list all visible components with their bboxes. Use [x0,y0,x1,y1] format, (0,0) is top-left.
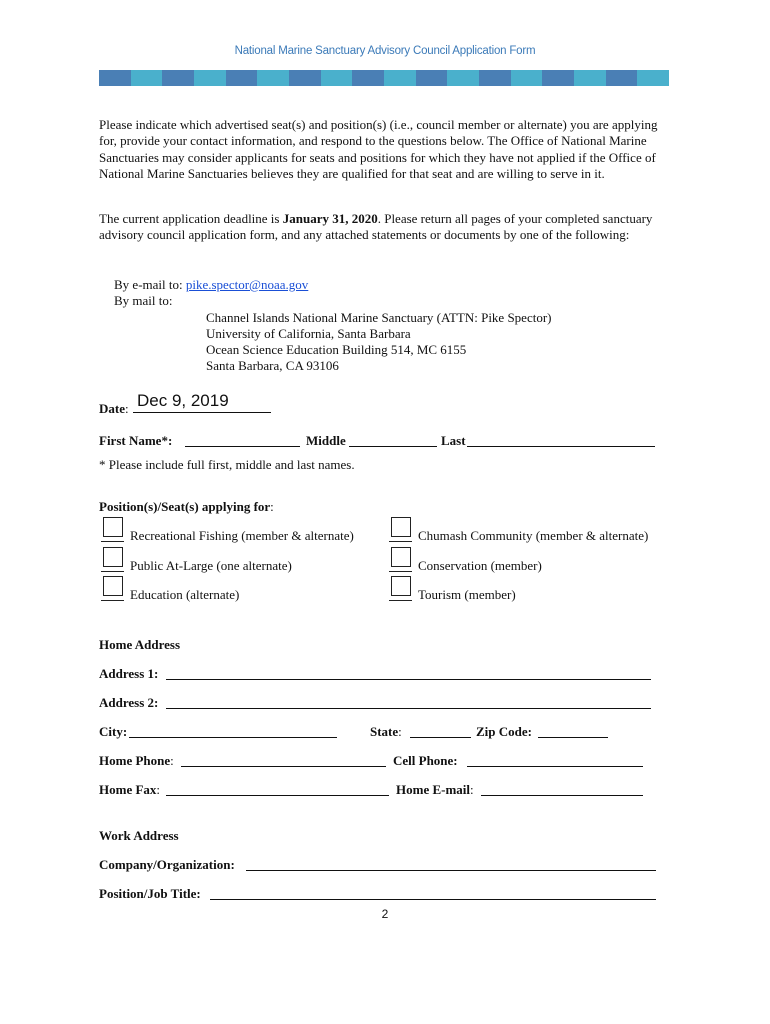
first-name-field[interactable] [185,434,300,447]
stripe-segment [574,70,606,86]
checkbox-underline [389,600,412,601]
option-education: Education (alternate) [130,587,240,602]
header-stripe [99,70,669,86]
checkbox-conservation[interactable] [391,547,411,567]
name-note: * Please include full first, middle and last names. [99,457,355,472]
stripe-segment [321,70,353,86]
option-recreational-fishing: Recreational Fishing (member & alternate) [130,528,354,543]
address2-field[interactable] [166,696,651,709]
state-field[interactable] [410,725,471,738]
cell-phone-label: Cell Phone: [393,753,458,768]
stripe-segment [352,70,384,86]
mail-label: By mail to: [114,293,173,308]
mail-address-line-2: University of California, Santa Barbara [206,326,411,341]
stripe-segment [416,70,448,86]
city-field[interactable] [129,725,337,738]
home-fax-label: Home Fax: [99,782,161,797]
stripe-segment [384,70,416,86]
home-fax-field[interactable] [166,783,389,796]
city-label: City: [99,724,128,739]
home-phone-field[interactable] [181,754,386,767]
option-conservation: Conservation (member) [418,558,542,573]
stripe-segment [226,70,258,86]
mail-address-line-1: Channel Islands National Marine Sanctuary (ATTN: Pike Spector) [206,310,552,325]
intro-paragraph: Please indicate which advertised seat(s) and position(s) (i.e., council member or alternate) you are applying for, provide your contact information, and respond to the questions below. The Office of National Marine Sanctuaries may consider applicants for seats and positions for which they have not applied if the Office of National Marine Sanctuaries believes they are qualified for that seat and are willing to serve in it. [99,117,658,181]
checkbox-chumash-community[interactable] [391,517,411,537]
stripe-segment [131,70,163,86]
stripe-segment [162,70,194,86]
option-tourism: Tourism (member) [418,587,516,602]
stripe-segment [637,70,669,86]
stripe-segment [479,70,511,86]
job-title-field[interactable] [210,887,656,900]
email-link[interactable]: pike.spector@noaa.gov [185,277,309,292]
home-address-heading: Home Address [99,637,181,652]
option-chumash-community: Chumash Community (member & alternate) [418,528,649,543]
form-title: National Marine Sanctuary Advisory Council Application Form [234,45,536,57]
email-line: By e-mail to: pike.spector@noaa.gov [114,277,309,292]
address1-field[interactable] [166,667,651,680]
stripe-segment [289,70,321,86]
home-email-label: Home E-mail: [396,782,474,797]
stripe-segment [511,70,543,86]
deadline-paragraph: The current application deadline is January 31, 2020. Please return all pages of your completed sanctuary advisory council application form, and any attached statements or documents by one of the following: [99,211,653,243]
stripe-segment [194,70,226,86]
stripe-segment [447,70,479,86]
checkbox-underline [101,600,124,601]
address1-label: Address 1: [99,666,159,681]
middle-name-label: Middle [306,433,346,448]
checkbox-underline [389,571,412,572]
checkbox-public-at-large[interactable] [103,547,123,567]
last-name-field[interactable] [467,434,655,447]
zip-field[interactable] [538,725,608,738]
stripe-segment [257,70,289,86]
address2-label: Address 2: [99,695,159,710]
checkbox-underline [101,571,124,572]
page-number: 2 [381,907,389,921]
company-label: Company/Organization: [99,857,235,872]
positions-heading: Position(s)/Seat(s) applying for: [99,499,274,514]
date-value: Dec 9, 2019 [137,391,229,410]
checkbox-tourism[interactable] [391,576,411,596]
last-name-label: Last [441,433,466,448]
checkbox-underline [101,541,124,542]
cell-phone-field[interactable] [467,754,643,767]
company-field[interactable] [246,858,656,871]
checkbox-recreational-fishing[interactable] [103,517,123,537]
state-label: State: [370,724,402,739]
checkbox-education[interactable] [103,576,123,596]
mail-address-line-4: Santa Barbara, CA 93106 [206,358,339,373]
stripe-segment [542,70,574,86]
middle-name-field[interactable] [349,434,437,447]
checkbox-underline [389,541,412,542]
home-phone-label: Home Phone: [99,753,174,768]
first-name-label: First Name*: [99,433,173,448]
mail-address-line-3: Ocean Science Education Building 514, MC 6155 [206,342,467,357]
option-public-at-large: Public At-Large (one alternate) [130,558,292,573]
date-label: Date: [99,401,129,416]
stripe-segment [606,70,638,86]
home-email-field[interactable] [481,783,643,796]
stripe-segment [99,70,131,86]
deadline-date: January 31, 2020 [282,211,378,226]
work-address-heading: Work Address [99,828,179,843]
job-title-label: Position/Job Title: [99,886,201,901]
zip-label: Zip Code: [476,724,532,739]
